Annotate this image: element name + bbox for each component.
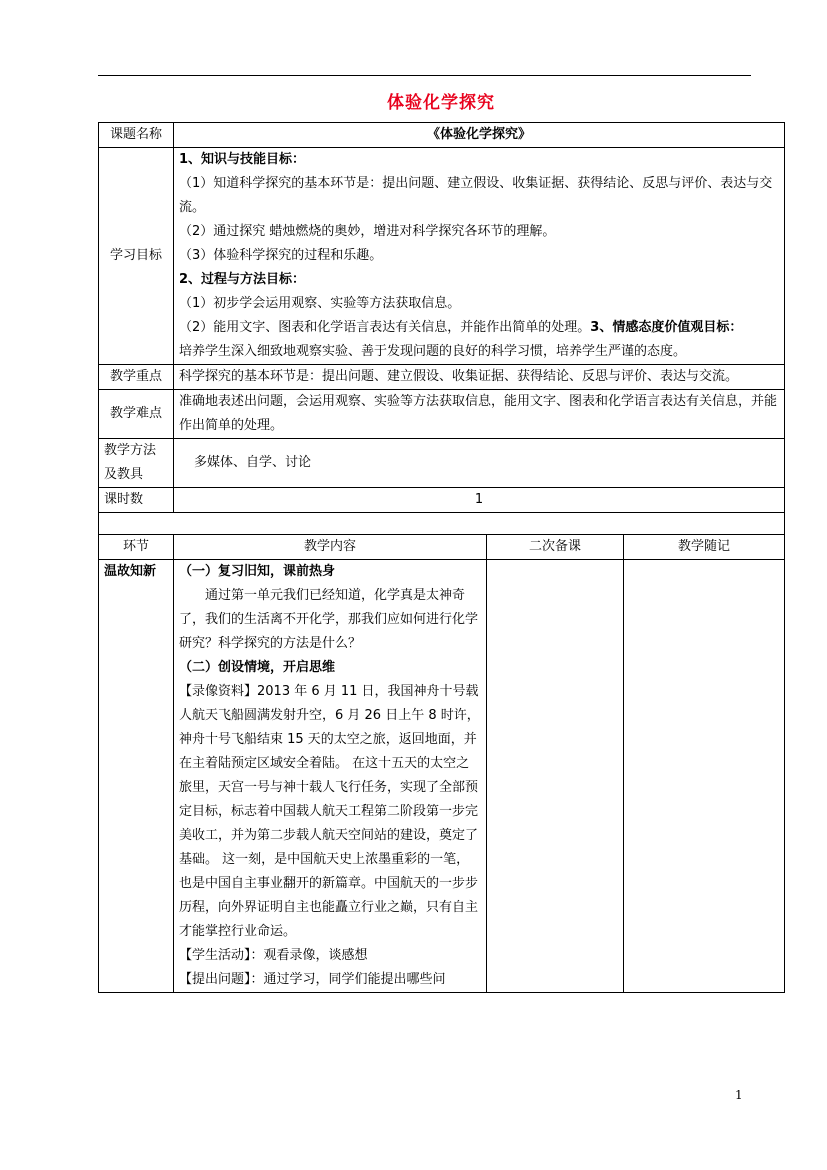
objectives-row [99,148,785,365]
difficulties-value: 准确地表述出问题，会运用观察、实验等方法获取信息，能用文字、图表和化学语言表达有关信息，并能作出简单的处理。 [174,390,785,439]
objective-heading-values: 3、情感态度价值观目标： [590,320,743,335]
objectives-label: 学习目标 [99,148,174,365]
section-paragraph: 【学生活动】：观看录像，谈感想 [179,948,368,963]
key-points-row [99,365,785,390]
objective-line: 培养学生深入细致地观察实验、善于发现问题的良好的科学习惯，培养学生严谨的态度。 [179,344,687,359]
section-content [174,560,487,993]
document-title: 体验化学探究 [387,93,495,113]
section-paragraph: 【提出问题】：通过学习，同学们能提出哪些问 [179,972,446,987]
section-header-row [99,535,785,560]
col-header-stage: 环节 [99,535,174,560]
difficulties-label: 教学难点 [99,390,174,439]
difficulties-row [99,390,785,439]
second-prep-cell [487,560,624,993]
section-heading: （一）复习旧知，课前热身 [179,564,336,579]
objective-heading-knowledge: 1、知识与技能目标： [179,152,306,167]
col-header-notes: 教学随记 [624,535,785,560]
objective-line [179,316,779,340]
section-paragraph: 【录像资料】2013 年 6 月 11 日，我国神舟十号载人航天飞船圆满发射升空，6 月 26 日上午 8 时许，神舟十号飞船结束 15 天的太空之旅，返回地面，并在主着陆预定区域安全着陆。 在这十五天的太空之旅里，天宫一号与神十载人飞行任务，实现了全部预定目标，标志着中国载人航天工程第二阶段第一步完美收工，并为第二步载人航天空间站的建设，奠定了基础。 这一刻，是中国航天史上浓墨重彩的一笔，也是中国自主事业翻开的新篇章。中国航天的一步步历程，向外界证明自主也能矗立行业之巅，只有自主才能掌控行业命运。 [179,684,480,939]
spacer-row [99,513,785,535]
lesson-plan-table [98,122,785,993]
section-paragraph: 通过第一单元我们已经知道，化学真是太神奇了，我们的生活离不开化学，那我们应如何进行化学研究？科学探究的方法是什么？ [179,588,479,651]
objective-heading-process: 2、过程与方法目标： [179,272,306,287]
methods-row [99,439,785,488]
periods-row [99,488,785,513]
col-header-content: 教学内容 [174,535,487,560]
objective-line-text: （2）能用文字、图表和化学语言表达有关信息，并能作出简单的处理。 [179,320,591,335]
methods-label: 教学方法及教具 [99,439,174,488]
objective-line: （2）通过探究 蜡烛燃烧的奥妙，增进对科学探究各环节的理解。 [179,224,556,239]
section-row [99,560,785,993]
methods-value: 多媒体、自学、讨论 [174,439,785,488]
periods-label: 课时数 [99,488,174,513]
objectives-content [174,148,785,365]
course-name-label: 课题名称 [99,123,174,148]
periods-value: 1 [174,488,785,513]
col-header-second-prep: 二次备课 [487,535,624,560]
section-heading: （二）创设情境，开启思维 [179,660,336,675]
objective-line: （1）知道科学探究的基本环节是：提出问题、建立假设、收集证据、获得结论、反思与评价、表达与交流。 [179,176,773,215]
header-rule [98,75,751,76]
objective-line: （1）初步学会运用观察、实验等方法获取信息。 [179,296,461,311]
course-name-value: 《体验化学探究》 [174,123,785,148]
notes-cell [624,560,785,993]
section-label: 温故知新 [99,560,174,993]
key-points-value: 科学探究的基本环节是：提出问题、建立假设、收集证据、获得结论、反思与评价、表达与交流。 [174,365,785,390]
key-points-label: 教学重点 [99,365,174,390]
page-number: 1 [735,1088,743,1102]
objective-line: （3）体验科学探究的过程和乐趣。 [179,248,383,263]
course-name-row [99,123,785,148]
